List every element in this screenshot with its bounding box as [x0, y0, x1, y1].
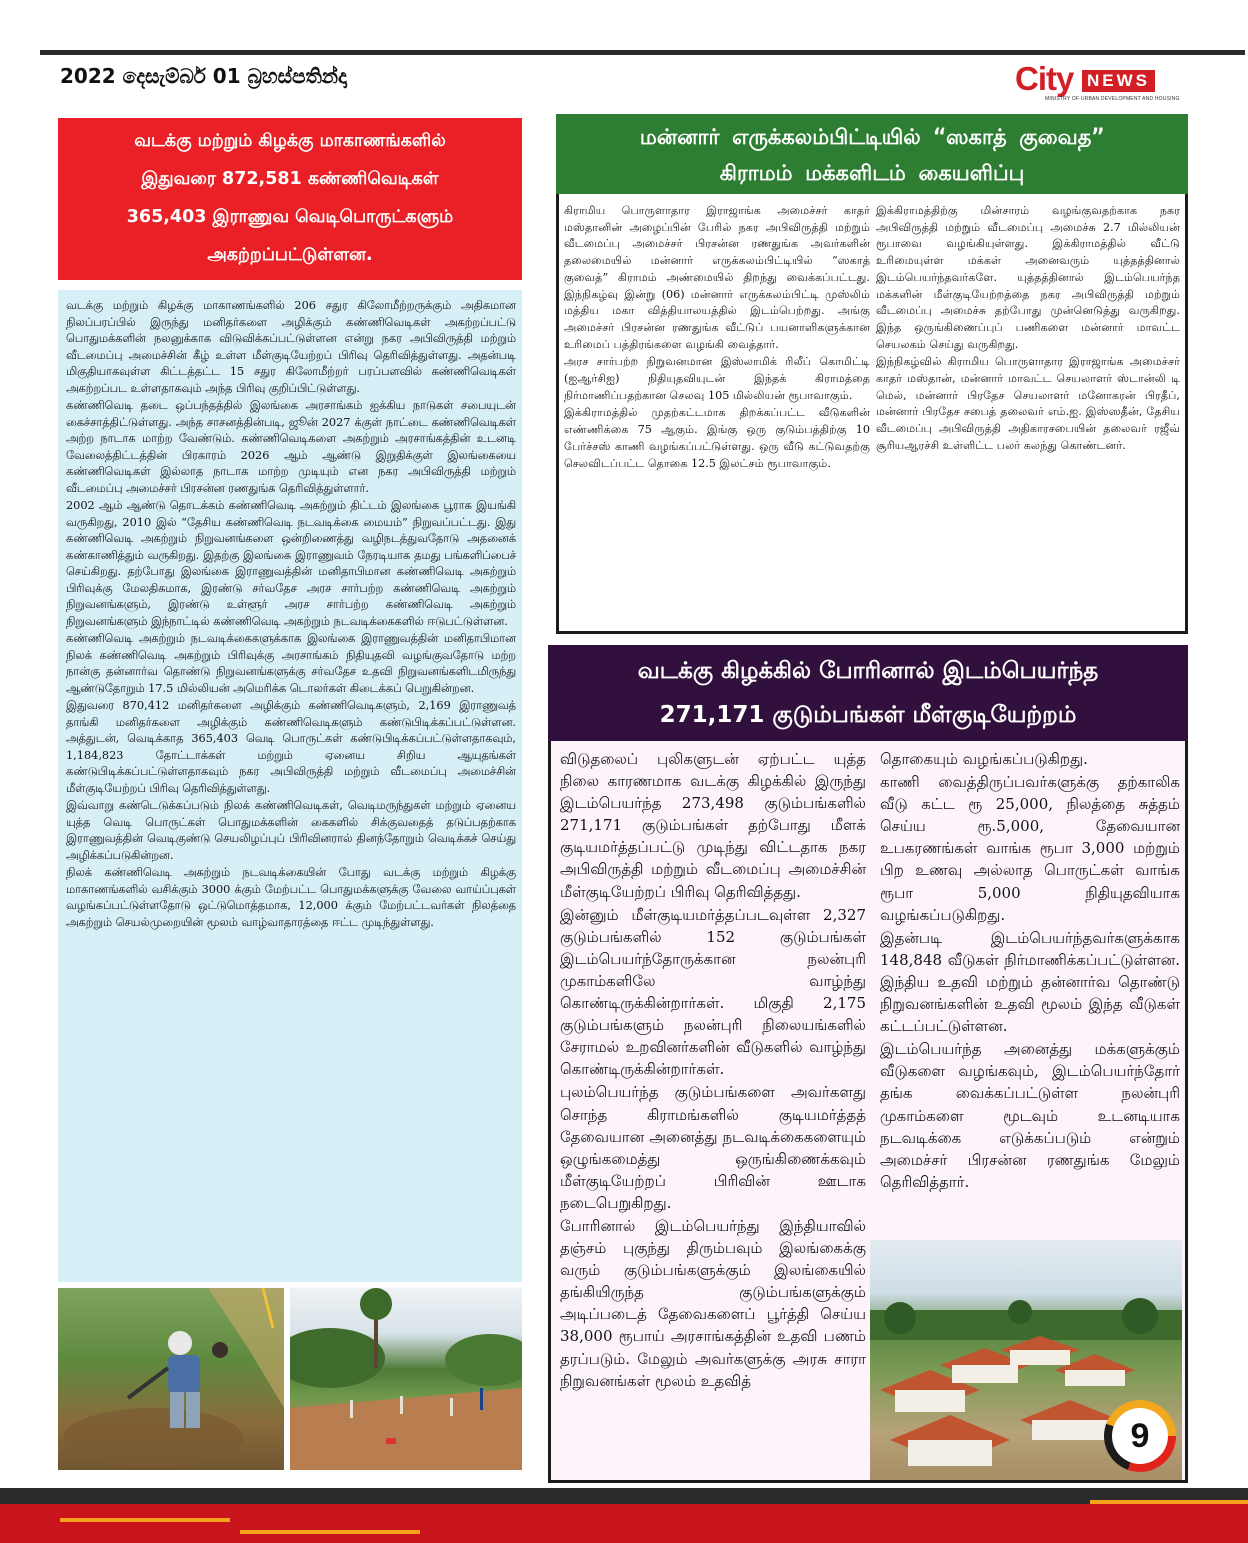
- green-headline: [556, 114, 1188, 194]
- purple-article-col-1: [560, 748, 866, 1478]
- page-number-badge: [1104, 1400, 1176, 1472]
- paragraph: காணி வைத்திருப்பவர்களுக்கு தற்காலிக வீடு கட்ட ரூ 25,000, நிலத்தை சுத்தம் செய்ய ரூ.5,000, தேவையான உபகரணங்கள் வாங்க ரூபா 3,000 மற்றும் பிற உணவு அல்லாத பொருட்கள் வாங்க ரூபா 5,000 நிதியுதவியாக வழங்கப்படுகிறது.: [880, 773, 1180, 924]
- headline-line: மன்னார் எருக்கலம்பிட்டியில் “ஸகாத் குவைத”: [639, 125, 1105, 149]
- paragraph: புலம்பெயர்ந்த குடும்பங்களை அவர்களது சொந்த கிராமங்களில் குடியமர்த்தத் தேவையான அனைத்து நடவடிக்கைகளையும் ஒழுங்கமைத்து ஒருங்கிணைக்கவும் மீள்குடியேற்றப் பிரிவின் ஊடாக நடைபெறுகிறது.: [560, 1083, 866, 1212]
- paragraph: இக்கிராமத்தில் முதற்கட்டமாக திறக்கப்பட்ட வீடுகளின் எண்ணிக்கை 75 ஆகும். இங்கு ஒரு குடும்பத்திற்கு 10 பேர்ச்சஸ் காணி வழங்கப்பட்டுள்ளது. ஒரு வீடு கட்டுவதற்கு செலவிடப்பட்ட தொகை 12.5 இலட்சம் ரூபாவாகும்.: [564, 406, 870, 470]
- paragraph: இடம்பெயர்ந்த அனைத்து மக்களுக்கும் வீடுகளை வழங்கவும், இடம்பெயர்ந்தோர் தங்க வைக்கப்பட்டுள்ள நலன்புரி முகாம்களை மூடவும் உடனடியாக நடவடிக்கை எடுக்கப்படும் என்றும் அமைச்சர் பிரசன்ன ரணதுங்க மேலும் தெரிவித்தார்.: [880, 1040, 1180, 1191]
- footer-band-dark: [0, 1488, 1248, 1504]
- paragraph: அரச சார்பற்ற நிறுவனமான இஸ்லாமிக் ரிலீப் கொமிட்டி (ஐஆர்சிஐ) நிதியுதவியுடன் இந்தக் கிராமத்தை நிர்மாணிப்பதற்கான செலவு 105 மில்லியன் ரூபாவாகும்.: [564, 355, 870, 402]
- headline-line: கிராமம் மக்களிடம் கையளிப்பு: [719, 161, 1025, 185]
- footer-band-red: [0, 1504, 1248, 1543]
- paragraph: வடக்கு மற்றும் கிழக்கு மாகாணங்களில் 206 சதுர கிலோமீற்றருக்கும் அதிகமான நிலப்பரப்பில் இருந்து மனிதர்களை அழிக்கும் கண்ணிவெடிகள் அகற்றப்பட்டு பொதுமக்களின் நலனுக்காக விடுவிக்கப்பட்டுள்ளன என்று நகர அபிவிருத்தி மற்றும் வீடமைப்பு அமைச்சின் கீழ் உள்ள மீள்குடியேற்றப் பிரிவு தெரிவித்துள்ளது. அதன்படி மிகுதியாகவுள்ள கிட்டத்தட்ட 15 சதுர கிலோமீற்றர் பரப்பளவில் கண்ணிவெடிகள் அகற்றப்பட உள்ளதாகவும் அந்த பிரிவு குறிப்பிட்டுள்ளது.: [66, 299, 516, 395]
- paragraph: இதுவரை 870,412 மனிதர்களை அழிக்கும் கண்ணிவெடிகளும், 2,169 இராணுவத் தாங்கி மனிதர்களை அழிக்கும் கண்ணிவெடிகளும் கண்டுபிடிக்கப்பட்டுள்ளன. அத்துடன், வெடிக்காத 365,403 வெடி பொருட்கள் கண்டுபிடிக்கப்பட்டுள்ளதாகவும், 1,184,823 தோட்டாக்கள் மற்றும் ஏனைய சிறிய ஆயுதங்கள் கண்டுபிடிக்கப்பட்டுள்ளதாகவும் நகர அபிவிருத்தி மற்றும் வீடமைப்பு அமைச்சின் மீள்குடியேற்றப் பிரிவு தெரிவித்துள்ளது.: [66, 699, 516, 795]
- paragraph: இன்னும் மீள்குடியமர்த்தப்படவுள்ள 2,327 குடும்பங்களில் 152 குடும்பங்கள் இடம்பெயர்ந்தோருக்கான நலன்புரி முகாம்களிலே வாழ்ந்து கொண்டிருக்கின்றார்கள். மிகுதி 2,175 குடும்பங்களும் நலன்புரி நிலையங்களில் சேராமல் உறவினர்களின் வீடுகளில் வாழ்ந்து கொண்டிருக்கின்றார்கள்.: [560, 905, 866, 1079]
- issue-date: 2022 දෙසැම්බර් 01 බ්‍රහස්පතින්දා: [60, 64, 347, 88]
- paragraph: போரினால் இடம்பெயர்ந்து இந்தியாவில் தஞ்சம் புகுந்து திரும்பவும் இலங்கைக்கு வரும் குடும்பங்களுக்கும் இலங்கையில் தங்கியிருந்த குடும்பங்களுக்கும் அடிப்படைத் தேவைகளைப் பூர்த்தி செய்ய 38,000 ரூபாய் அரசாங்கத்தின் உதவி பணம் தரப்படும். மேலும் அவர்களுக்கு அரசு சாரா நிறுவனங்கள் மூலம் உதவித்: [560, 1216, 866, 1390]
- logo-city: City: [1015, 60, 1074, 97]
- headline-line: 365,403 இராணுவ வெடிபொருட்களும்: [126, 207, 454, 227]
- footer-accent-line: [240, 1530, 420, 1534]
- paragraph: தொகையும் வழங்கப்படுகிறது.: [880, 750, 1088, 768]
- headline-line: 271,171 குடும்பங்கள் மீள்குடியேற்றம்: [659, 702, 1077, 728]
- top-rule: [40, 50, 1245, 55]
- left-headline: [58, 118, 522, 280]
- page-number: 9: [1112, 1408, 1168, 1464]
- paragraph: கிராமிய பொருளாதார இராஜாங்க அமைச்சர் காதர் மஸ்தானின் அழைப்பின் பேரில் நகர அபிவிருத்தி மற்றும் வீடமைப்பு அமைச்சர் பிரசன்ன ரணதுங்க அவர்களின் தலைமையில் மன்னார் எருக்கலம்பிட்டியில் “ஸகாத் குவைத்” கிராமம் அண்மையில் திறந்து வைக்கப்பட்டது. இந்நிகழ்வு இன்று (06) மன்னார் எருக்கலம்பிட்டி முஸ்லிம் மத்திய மகா வித்தியாலயத்தில் இடம்பெற்றது. அங்கு அமைச்சர் பிரசன்ன ரணதுங்க வீட்டுப் பயனாளிகளுக்கான உரிமைப் பத்திரங்களை வழங்கி வைத்தார்.: [564, 204, 870, 351]
- logo-news: NEWS: [1082, 70, 1155, 92]
- headline-line: வடக்கு மற்றும் கிழக்கு மாகாணங்களில்: [134, 131, 446, 151]
- city-news-logo: [1015, 60, 1187, 106]
- logo-ministry: MINISTRY OF URBAN DEVELOPMENT AND HOUSING: [1045, 96, 1180, 102]
- minefield-photo: [290, 1288, 522, 1470]
- paragraph: கண்ணிவெடி அகற்றும் நடவடிக்கைகளுக்காக இலங்கை இராணுவத்தின் மனிதாபிமான நிலக் கண்ணிவெடி அகற்றும் பிரிவுக்கு அரசாங்கம் நிதியுதவி வழங்குவதோடு மற்ற நான்கு தன்னார்வ தொண்டு நிறுவனங்களுக்கு சர்வதேச உதவி நிறுவனங்களிடமிருந்து ஆண்டுதோறும் 17.5 மில்லியன் அமெரிக்க டொலர்கள் கிடைக்கப் பெறுகின்றன.: [66, 632, 516, 695]
- paragraph: இக்கிராமத்திற்கு மின்சாரம் வழங்குவதற்காக நகர அபிவிருத்தி மற்றும் வீடமைப்பு அமைச்சு 2.7 மில்லியன் ரூபாவை வழங்கியுள்ளது. இக்கிராமத்தில் வீட்டு உரிமையுள்ள மக்கள் அனைவரும் யுத்தத்தினால் இடம்பெயர்ந்தவர்களே. யுத்தத்தினால் இடம்பெயர்ந்த மக்களின் மீள்குடியேற்றத்தை நகர அபிவிருத்தி மற்றும் வீடமைப்பு அமைச்சு தற்போது முன்னெடுத்து வருகிறது. இந்த ஒருங்கிணைப்புப் பணிகளை மன்னார் மாவட்ட செயலகம் செய்து வருகிறது.: [876, 204, 1180, 351]
- green-article-col-1: [564, 203, 870, 623]
- purple-headline: [548, 645, 1188, 741]
- paragraph: இதன்படி இடம்பெயர்ந்தவர்களுக்காக 148,848 வீடுகள் நிர்மாணிக்கப்பட்டுள்ளன. இந்திய உதவி மற்றும் தன்னார்வ தொண்டு நிறுவனங்களின் உதவி மூலம் இந்த வீடுகள் கட்டப்பட்டுள்ளன.: [880, 928, 1180, 1036]
- green-article-col-2: [876, 203, 1180, 623]
- headline-line: இதுவரை 872,581 கண்ணிவெடிகள்: [141, 169, 439, 189]
- paragraph: இந்நிகழ்வில் கிராமிய பொருளாதார இராஜாங்க அமைச்சர் காதர் மஸ்தான், மன்னார் மாவட்ட செயலாளர் ஸ்டான்லி டி மெல், மன்னார் பிரதேச செயலாளர் மனோகரன் பிரதீப், மன்னார் பிரதேச சபைத் தலைவர் எம்.ஐ. இஸ்ஸதீன், தேசிய வீடமைப்பு அபிவிருத்தி அதிகாரசபையின் தலைவர் ரஜீவ் சூரியஆரச்சி உள்ளிட்ட பலர் கலந்து கொண்டனர்.: [876, 355, 1180, 452]
- paragraph: நிலக் கண்ணிவெடி அகற்றும் நடவடிக்கையின் போது வடக்கு மற்றும் கிழக்கு மாகாணங்களில் வசிக்கும் 3000 க்கும் மேற்பட்ட பொதுமக்களுக்கு வேலை வாய்ப்புகள் வழங்கப்பட்டுள்ளதோடு ஒட்டுமொத்தமாக, 12,000 க்கும் மேற்பட்டவர்கள் நிலத்தை அகற்றும் செயல்முறையின் மூலம் வாழ்வாதாரத்தை ஈட்ட முடிந்துள்ளது.: [66, 866, 516, 929]
- deminer-photo: [58, 1288, 284, 1470]
- footer-accent-line: [60, 1518, 230, 1522]
- paragraph: விடுதலைப் புலிகளுடன் ஏற்பட்ட யுத்த நிலை காரணமாக வடக்கு கிழக்கில் இருந்து இடம்பெயர்ந்த 273,498 குடும்பங்களில் 271,171 குடும்பங்கள் தற்போது மீளக் குடியமர்த்தப்பட்டு முடிந்து விட்டதாக நகர அபிவிருத்தி மற்றும் வீடமைப்பு அமைச்சின் மீள்குடியேற்றப் பிரிவு தெரிவித்தது.: [560, 750, 866, 901]
- paragraph: கண்ணிவெடி தடை ஒப்பந்தத்தில் இலங்கை அரசாங்கம் ஐக்கிய நாடுகள் சபையுடன் கைச்சாத்திட்டுள்ளது. அந்த சாசனத்தின்படி, ஜூன் 2027 க்குள் நாட்டை கண்ணிவெடிகள் அற்ற நாடாக மாற்ற வேண்டும். கண்ணிவெடிகளை அகற்றும் அரசாங்கத்தின் உடனடி வேலைத்திட்டத்தின் பிரகாரம் 2026 ஆம் ஆண்டு இறுதிக்குள் இலங்கையை கண்ணிவெடிகள் இல்லாத நாடாக மாற்ற முடியும் என நகர அபிவிருத்தி மற்றும் வீடமைப்பு அமைச்சர் பிரசன்ன ரணதுங்க தெரிவித்துள்ளார்.: [66, 399, 516, 495]
- purple-article-col-2: [880, 748, 1180, 1236]
- footer-accent-line: [1090, 1500, 1248, 1504]
- headline-line: வடக்கு கிழக்கில் போரினால் இடம்பெயர்ந்த: [637, 658, 1099, 684]
- paragraph: இவ்வாறு கண்டெடுக்கப்படும் நிலக் கண்ணிவெடிகள், வெடிமருந்துகள் மற்றும் ஏனைய யுத்த வெடி பொருட்கள் பொதுமக்களின் கைகளில் சிக்குவதைத் தடுப்பதற்காக இராணுவத்தின் வெடிகுண்டு செயலிழப்புப் பிரிவினரால் தினந்தோறும் வெடிக்கச் செய்து அழிக்கப்படுகின்றன.: [66, 799, 516, 862]
- headline-line: அகற்றப்பட்டுள்ளன.: [207, 245, 373, 265]
- paragraph: 2002 ஆம் ஆண்டு தொடக்கம் கண்ணிவெடி அகற்றும் திட்டம் இலங்கை பூராக இயங்கி வருகிறது, 2010 இல் “தேசிய கண்ணிவெடி நடவடிக்கை மையம்” நிறுவப்பட்டது. இது கண்ணிவெடி அகற்றும் நிறுவனங்களை ஒன்றிணைத்து வழிநடத்துவதோடு அதனைக் கண்காணித்தும் வருகிறது. இதற்கு இலங்கை இராணுவம் நேரடியாக தமது பங்களிப்பைச் செய்கிறது. தற்போது இலங்கை இராணுவத்தின் மனிதாபிமான கண்ணிவெடி அகற்றும் பிரிவுக்கு மேலதிகமாக, இரண்டு சர்வதேச அரச சார்பற்ற கண்ணிவெடி அகற்றும் நிறுவனங்களும், இரண்டு உள்ளூர் அரச சார்பற்ற கண்ணிவெடி அகற்றும் நிறுவனங்களும் இந்நாட்டில் கண்ணிவெடி அகற்றும் நடவடிக்கைகளில் ஈடுபட்டுள்ளன.: [66, 499, 516, 628]
- left-article-body: [58, 290, 522, 1282]
